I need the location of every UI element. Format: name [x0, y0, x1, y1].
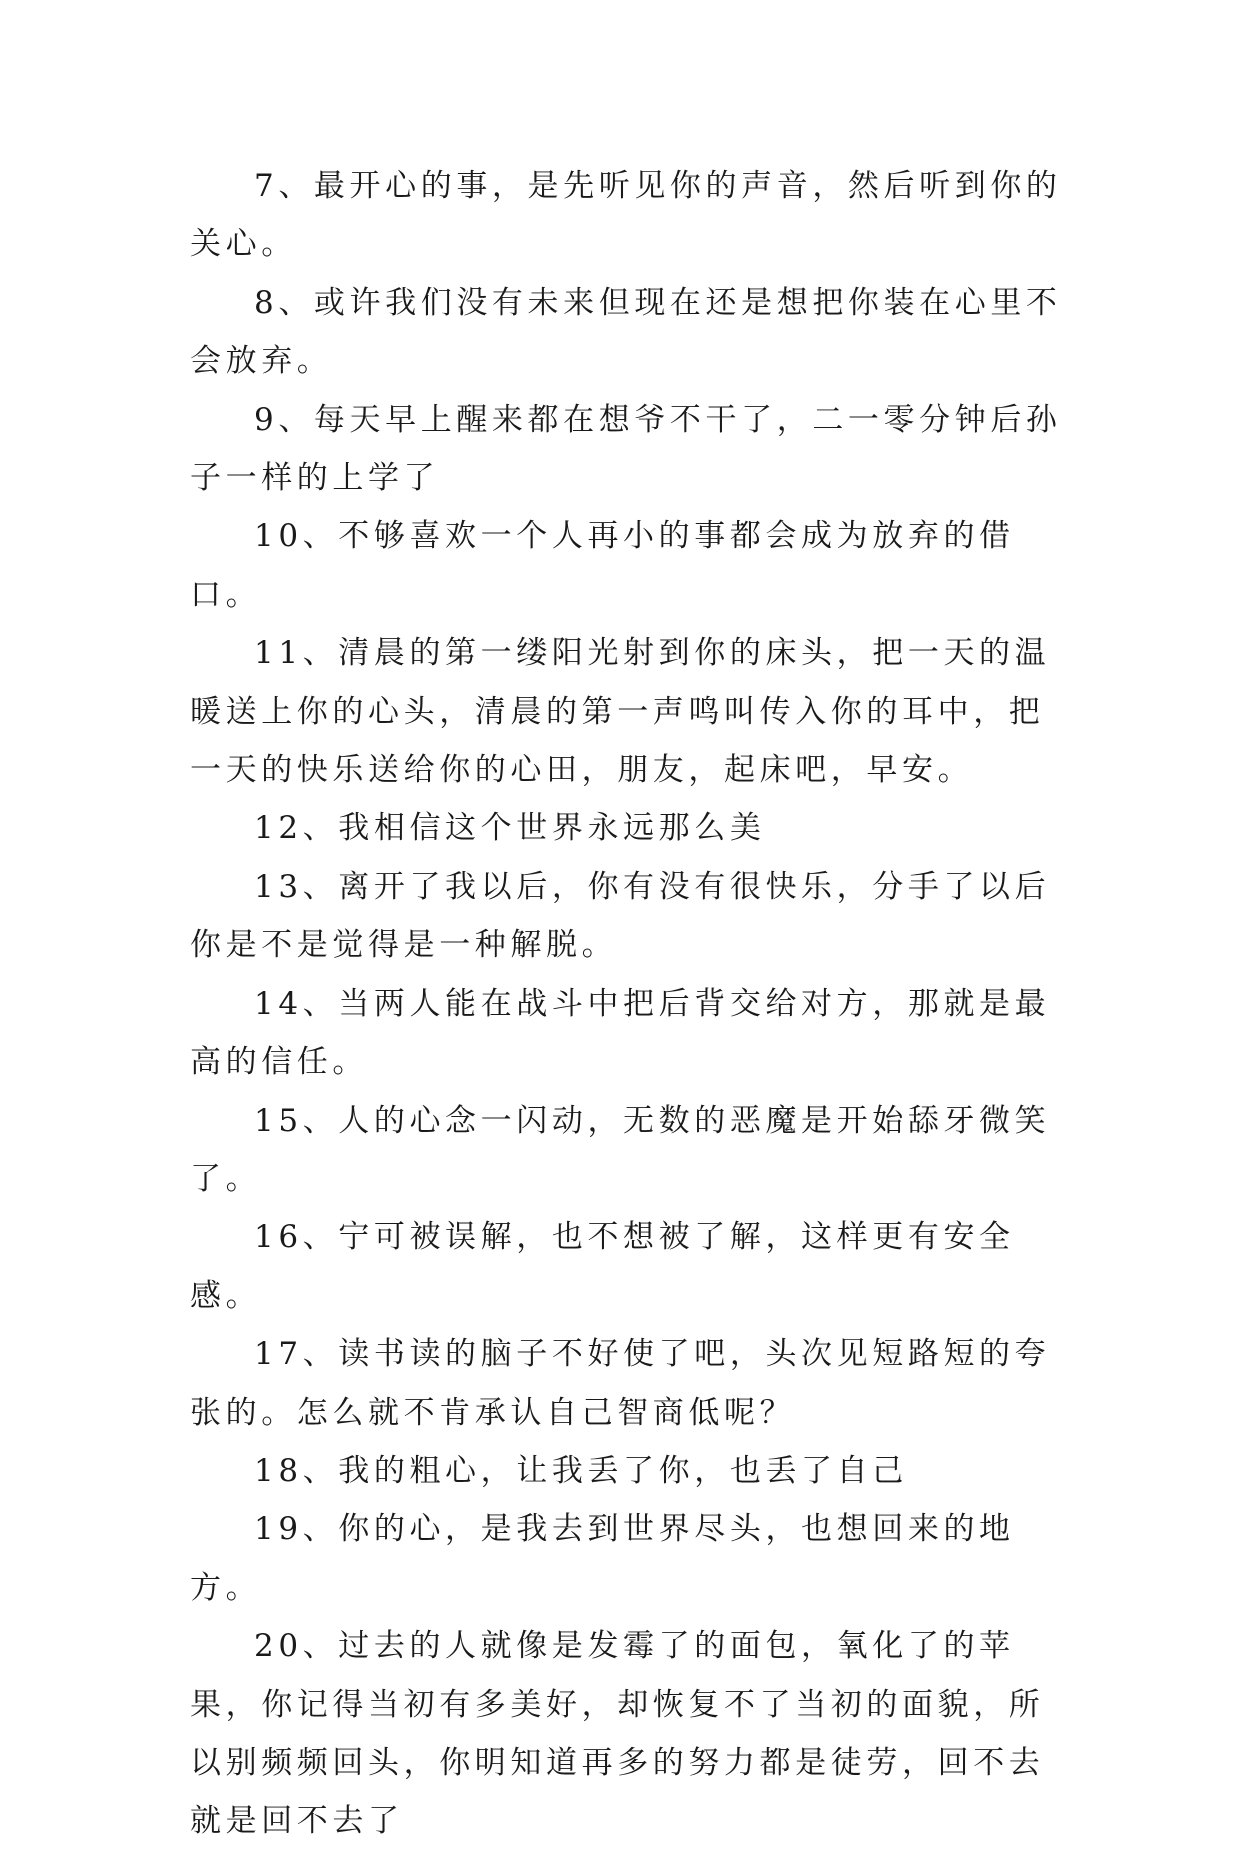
- paragraph-12: 12、我相信这个世界永远那么美: [254, 810, 766, 847]
- paragraph-16: 16、宁可被误解，也不想被了解，这样更有安全感。: [190, 1219, 1015, 1314]
- paragraph-13: 13、离开了我以后，你有没有很快乐，分手了以后你是不是觉得是一种解脱。: [190, 868, 1051, 964]
- paragraph-10: 10、不够喜欢一个人再小的事都会成为放弃的借口。: [190, 518, 1015, 613]
- paragraph-19: 19、你的心，是我去到世界尽头，也想回来的地方。: [190, 1511, 1015, 1606]
- document-body: [190, 157, 1070, 1851]
- paragraph-7: 7、最开心的事，是先听见你的声音，然后听到你的关心。: [190, 168, 1062, 263]
- paragraph-14: 14、当两人能在战斗中把后背交给对方，那就是最高的信任。: [190, 985, 1051, 1081]
- paragraph-11: 11、清晨的第一缕阳光射到你的床头，把一天的温暖送上你的心头，清晨的第一声鸣叫传入你的耳中，把一天的快乐送给你的心田，朋友，起床吧，早安。: [190, 635, 1051, 789]
- paragraph-17: 17、读书读的脑子不好使了吧，头次见短路短的夸张的。怎么就不肯承认自己智商低呢？: [190, 1336, 1051, 1431]
- paragraph-9: 9、每天早上醒来都在想爷不干了，二一零分钟后孙子一样的上学了: [190, 401, 1062, 497]
- paragraph-20: 20、过去的人就像是发霉了的面包，氧化了的苹果，你记得当初有多美好，却恢复不了当初的面貌，所以别频频回头，你明知道再多的努力都是徒劳，回不去就是回不去了: [190, 1628, 1045, 1840]
- paragraph-18: 18、我的粗心，让我丢了你，也丢了自己: [254, 1452, 908, 1489]
- paragraph-15: 15、人的心念一闪动，无数的恶魔是开始舔牙微笑了。: [190, 1102, 1051, 1197]
- paragraph-8: 8、或许我们没有未来但现在还是想把你装在心里不会放弃。: [190, 284, 1062, 380]
